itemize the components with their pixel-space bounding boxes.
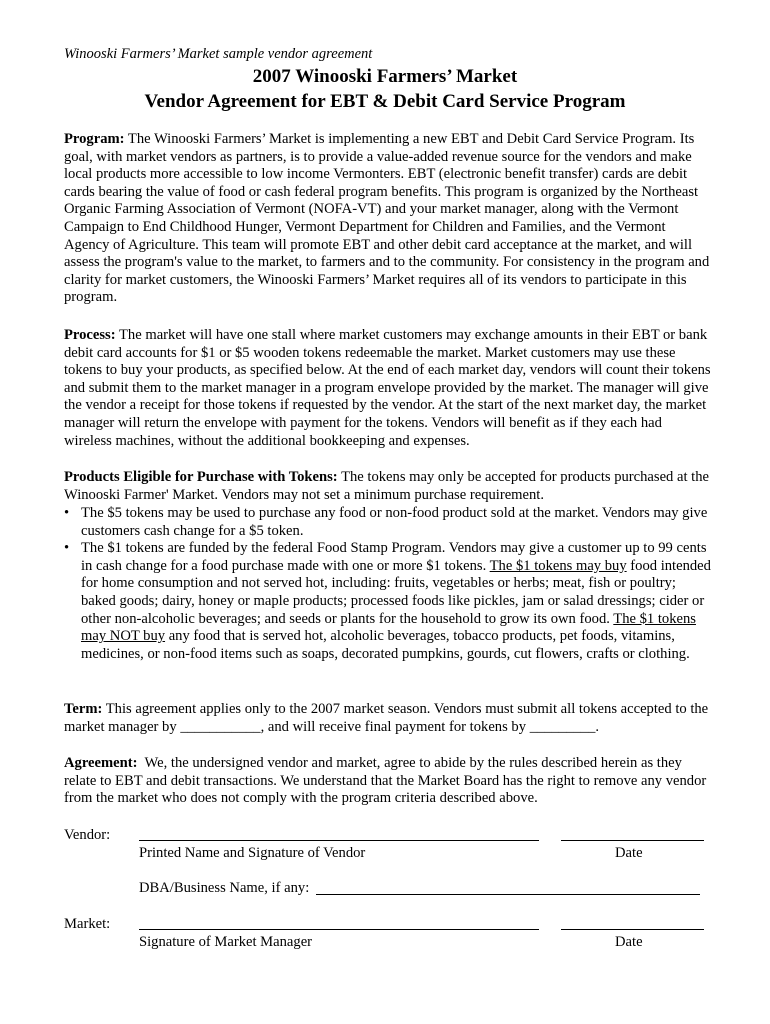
list-item: [64, 505, 712, 540]
agreement-heading: Agreement:: [64, 755, 138, 771]
market-date-line[interactable]: [561, 929, 704, 930]
program-heading: Program:: [64, 131, 125, 147]
vendor-date-caption: Date: [615, 845, 643, 861]
term-text-b: , and will receive final payment for tokens by: [260, 718, 527, 735]
process-heading: Process:: [64, 327, 116, 343]
term-heading: Term:: [64, 701, 103, 717]
process-text: The market will have one stall where market customers may exchange amounts in their EBT or bank debit card accounts for $1 or $5 wooden tokens redeemable the market. Market customers may use these tokens to buy your products, as specified below. At the end of each market day, vendors will count their tokens and submit them to the market manager in a program envelope provided by the market. The manager will give the vendor a receipt for those tokens if requested by the vendor. At the start of the next market day, the market manager will return the envelope with payment for the tokens. Vendors will benefit as if they each had wireless machines, without the additional bookkeeping and expenses.: [64, 327, 711, 449]
dba-line[interactable]: [316, 894, 700, 895]
document-title-sub: Vendor Agreement for EBT & Debit Card Service Program: [144, 91, 626, 112]
products-heading: Products Eligible for Purchase with Tokens:: [64, 469, 338, 485]
market-date-caption: Date: [615, 934, 643, 950]
term-text-c: .: [595, 718, 600, 735]
agreement-section: [64, 755, 712, 808]
products-text: The tokens may only be accepted for products purchased at the Winooski Farmer' Market. Vendors may not set a minimum purchase requirement.: [64, 469, 710, 503]
document-subtitle: Winooski Farmers’ Market sample vendor agreement: [64, 46, 373, 62]
document-title: 2007 Winooski Farmers’ Market: [252, 66, 518, 87]
program-text: The Winooski Farmers’ Market is implementing a new EBT and Debit Card Service Program. Its goal, with market vendors as partners, is to provide a value-added revenue source for the vendors and make local products more accessible to low income Vermonters. EBT (electronic benefit transfer) cards are debit cards bearing the value of food or cash federal program benefits. This program is organized by the Northeast Organic Farming Association of Vermont (NOFA-VT) and your market manager, along with the Vermont Campaign to End Childhood Hunger, Vermont Department for Children and Families, and the Vermont Agency of Agriculture. This team will promote EBT and other debit card acceptance at the market, and will assess the program's value to the market, to farmers and to the community. For consistency in the program and clarity for market customers, the Winooski Farmers’ Market requires all of its vendors to participate in this program.: [64, 131, 710, 306]
bullet-1-token-text-b: food intended for home consumption and not served hot, including: fruits, vegetables or herbs; meat, fish or poultry; baked goods; dairy, honey or maple products; processed foods like pickles, jam or salad dressings; cider or other non-alcoholic beverages; and seeds or plants for the household to grow its own food.: [81, 557, 711, 627]
agreement-text: We, the undersigned vendor and market, agree to abide by the rules described herein as they relate to EBT and debit transactions. We understand that the Market Board has the right to remove any vendor from the market who does not comply with the program criteria described above.: [64, 755, 707, 807]
products-bullet-list: [64, 505, 712, 663]
market-label: Market:: [64, 916, 111, 932]
list-item: [64, 540, 712, 663]
vendor-signature-line[interactable]: [139, 840, 539, 841]
products-section: [64, 469, 712, 504]
dba-label: DBA/Business Name, if any:: [139, 880, 310, 896]
market-signature-caption: Signature of Market Manager: [139, 934, 313, 950]
bullet-1-token-may-not-buy: The $1 tokens may NOT buy: [81, 610, 696, 645]
bullet-1-token-text-c: any food that is served hot, alcoholic beverages, tobacco products, pet foods, vitamins, medicines, or non-food items such as soaps, decorated pumpkins, gourds, cut flowers, crafts or clothing.: [81, 628, 690, 662]
term-blank-submit-date[interactable]: ___________: [180, 718, 261, 735]
process-section: [64, 327, 712, 450]
vendor-date-line[interactable]: [561, 840, 704, 841]
term-section: [64, 701, 712, 736]
bullet-1-token-text-a: The $1 tokens are funded by the federal Food Stamp Program. Vendors may give a customer up to 99 cents in cash change for a food purchase made with one or more $1 tokens.: [81, 540, 707, 574]
vendor-label: Vendor:: [64, 827, 111, 843]
bullet-1-token-may-buy: The $1 tokens may buy: [489, 557, 627, 574]
vendor-signature-caption: Printed Name and Signature of Vendor: [139, 845, 366, 861]
term-text-a: This agreement applies only to the 2007 market season. Vendors must submit all tokens accepted to the market manager by: [64, 701, 709, 735]
term-blank-payment-date[interactable]: _________: [529, 718, 596, 735]
market-signature-line[interactable]: [139, 929, 539, 930]
bullet-5-token-text: The $5 tokens may be used to purchase any food or non-food product sold at the market. Vendors may give customers cash change for a $5 token.: [81, 505, 708, 539]
program-section: [64, 131, 712, 307]
